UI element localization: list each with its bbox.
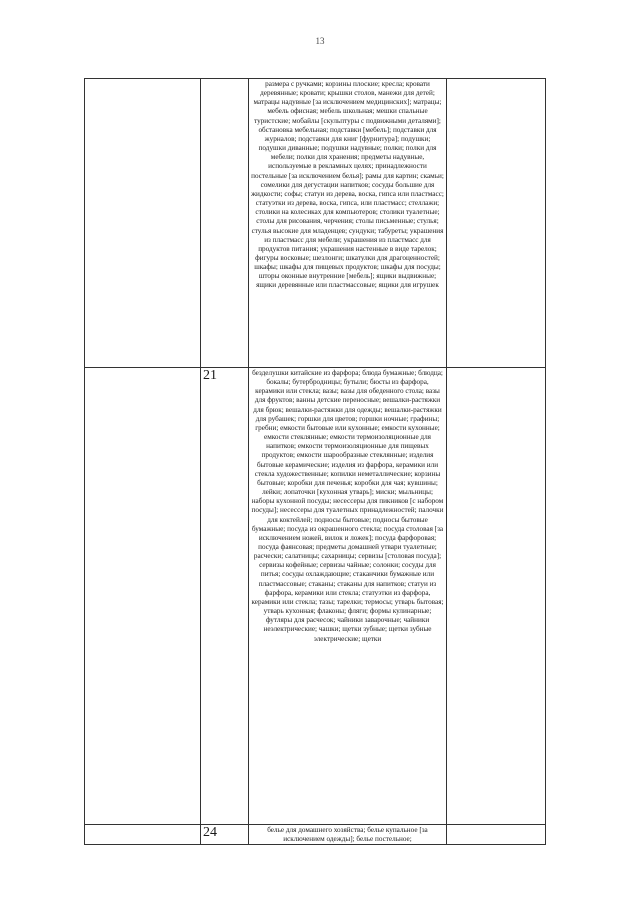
- page-number: 13: [315, 36, 325, 46]
- blank-cell: [447, 825, 546, 845]
- class-number: 24: [201, 825, 249, 845]
- goods-list: белье для домашнего хозяйства; белье купальное [за исключением одежды]; белье постельное;: [249, 825, 447, 845]
- goods-list: размера с ручками; корзины плоские; кресла; кровати деревянные; кровати; крышки столов, манежи для детей; матрацы надувные [за исключением медицинских]; матрацы; мебель офисная; мебель школьная; мешки спальные туристские; мобайлы [скульптуры с подвижными деталями]; обстановка мебельная; подставки [мебель]; подставки для журналов; подставки для книг [фурнитура]; подушки; подушки диванные; подушки надувные; полки; полки для мебели; полки для хранения; предметы надувные, используемые в рекламных целях; принадлежности постельные [за исключением белья]; рамы для картин; скамьи; сомелики для дегустации напитков; сосуды большие для жидкости; софы; статуи из дерева, воска, гипса или пластмасс; статуэтки из дерева, воска, гипса, или пластмасс; стеллажи; столики на колесиках для компьютеров; столики туалетные; столы для рисования, черчения; столы письменные; стулья; стулья высокие для младенцев; сундуки; табуреты; украшения из пластмасс для мебели; украшения из пластмасс для продуктов питания; украшения настенные в виде тарелок; фигуры восковые; шезлонги; шкатулки для драгоценностей; шкафы; шкафы для пищевых продуктов; шкафы для посуды; шторы оконные внутренние [мебель]; ящики выдвижные; ящики деревянные или пластмассовые; ящики для игрушек: [249, 79, 447, 368]
- goods-classification-table: [84, 78, 546, 845]
- blank-cell: [85, 368, 201, 825]
- blank-cell: [85, 79, 201, 368]
- table-row: [85, 368, 546, 825]
- blank-cell: [85, 825, 201, 845]
- blank-cell: [447, 79, 546, 368]
- class-number: [201, 79, 249, 368]
- blank-cell: [447, 368, 546, 825]
- table-row: [85, 79, 546, 368]
- goods-list: безделушки китайские из фарфора; блюда бумажные; блюдца; бокалы; бутербродницы; бутыли; бюсты из фарфора, керамики или стекла; вазы; вазы для обеденного стола; вазы для фруктов; ванны детские переносные; вешалки-растяжки для брюк; вешалки-растяжки для одежды; вешалки-растяжки для рубашек; горшки для цветов; горшки ночные; графины; гребни; емкости бытовые или кухонные; емкости кухонные; емкости стеклянные; емкости термоизоляционные для напитков; емкости термоизоляционные для пищевых продуктов; емкости шарообразные стеклянные; изделия бытовые керамические; изделия из фарфора, керамики или стекла художественные; копилки неметаллические; корзины бытовые; коробки для печенья; коробки для чая; кувшины; лейки; лопаточки [кухонная утварь]; миски; мыльницы; наборы кухонной посуды; несессеры для пикников [с набором посуды]; несессеры для туалетных принадлежностей; палочки для коктейлей; подносы бытовые; подносы бытовые бумажные; посуда из окрашенного стекла; посуда столовая [за исключением ножей, вилок и ложек]; посуда фарфоровая; посуда фаянсовая; предметы домашней утвари туалетные; расчески; салатницы; сахарницы; сервизы [столовая посуда]; сервизы кофейные; сервизы чайные; солонки; сосуды для питья; сосуды охлаждающие; стаканчики бумажные или пластмассовые; стаканы; стаканы для напитков; статуи из фарфора, керамики или стекла; статуэтки из фарфора, керамики или стекла; тазы; тарелки; термосы; утварь бытовая; утварь кухонная; флаконы; фляги; формы кулинарные; футляры для расчесок; чайники заварочные; чайники неэлектрические; чашки; щетки зубные; щетки зубные электрические; щетки: [249, 368, 447, 825]
- class-number: 21: [201, 368, 249, 825]
- table-row: [85, 825, 546, 845]
